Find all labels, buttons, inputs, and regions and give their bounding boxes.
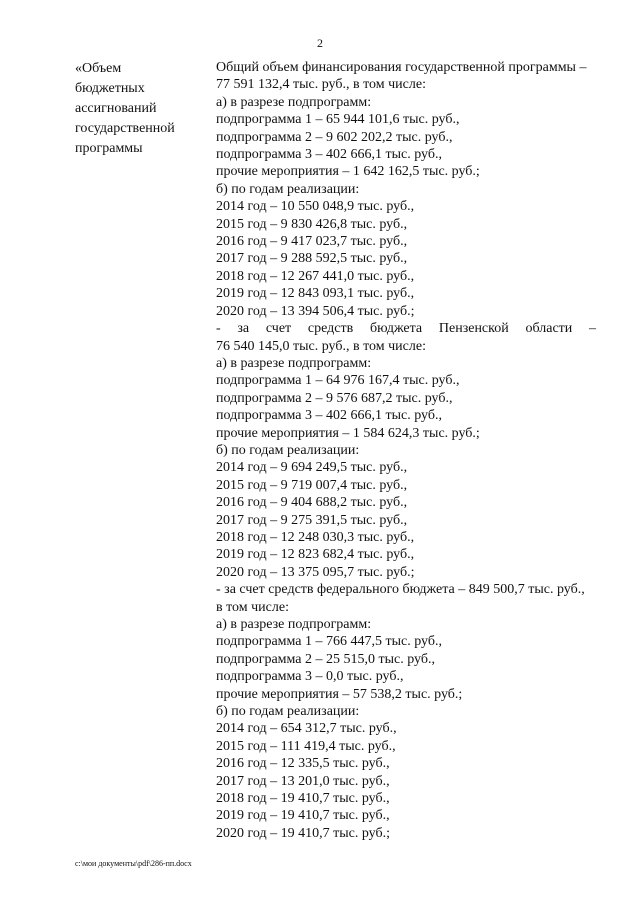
budget-detail-line: 2015 год – 9 830 426,8 тыс. руб., (216, 216, 408, 232)
budget-detail-line: а) в разрезе подпрограмм: (216, 94, 372, 110)
budget-detail-line: прочие мероприятия – 1 642 162,5 тыс. руб.; (216, 164, 480, 180)
budget-detail-line: 2018 год – 19 410,7 тыс. руб., (216, 791, 390, 807)
budget-label-line: государственной (75, 121, 175, 136)
budget-detail-line: 2016 год – 9 417 023,7 тыс. руб., (216, 234, 408, 250)
budget-label (75, 59, 215, 159)
page-number: 2 (317, 36, 323, 50)
budget-detail-line: 2017 год – 9 275 391,5 тыс. руб., (216, 512, 408, 528)
budget-detail-line: 2016 год – 12 335,5 тыс. руб., (216, 756, 390, 772)
budget-detail-line: 2018 год – 12 267 441,0 тыс. руб., (216, 268, 415, 284)
budget-label-line: бюджетных (75, 81, 145, 96)
budget-detail-line: а) в разрезе подпрограмм: (216, 617, 372, 632)
budget-detail-line: 2015 год – 111 419,4 тыс. руб., (216, 738, 396, 754)
budget-detail-line: 2019 год – 12 823 682,4 тыс. руб., (216, 547, 415, 563)
budget-detail-line: б) по годам реализации: (216, 181, 360, 197)
budget-detail-line: 2020 год – 13 375 095,7 тыс. руб.; (216, 564, 415, 580)
budget-detail-line: прочие мероприятия – 57 538,2 тыс. руб.; (216, 686, 463, 702)
budget-detail-line: 2016 год – 9 404 688,2 тыс. руб., (216, 495, 408, 511)
budget-detail-line: 2020 год – 13 394 506,4 тыс. руб.; (216, 303, 415, 319)
budget-detail-line: подпрограмма 3 – 402 666,1 тыс. руб., (216, 408, 442, 424)
budget-detail-line: 2018 год – 12 248 030,3 тыс. руб., (216, 529, 415, 545)
budget-detail-line: б) по годам реализации: (216, 442, 360, 458)
budget-detail-line: подпрограмма 2 – 25 515,0 тыс. руб., (216, 651, 435, 667)
budget-detail-line: б) по годам реализации: (216, 704, 360, 720)
budget-detail-line: подпрограмма 2 – 9 576 687,2 тыс. руб., (216, 390, 453, 406)
footer-file-path: c:\мои документы\pdf\286-пп.docx (75, 859, 192, 868)
budget-label-line: программы (75, 141, 143, 156)
budget-label-line: «Объем (75, 61, 122, 76)
budget-detail-line: подпрограмма 3 – 0,0 тыс. руб., (216, 669, 404, 685)
budget-detail-line: а) в разрезе подпрограмм: (216, 355, 372, 371)
budget-label-line: ассигнований (75, 101, 157, 116)
budget-detail-line: 2017 год – 13 201,0 тыс. руб., (216, 773, 390, 789)
budget-detail-line: подпрограмма 1 – 65 944 101,6 тыс. руб., (216, 112, 460, 128)
budget-detail-line: 2020 год – 19 410,7 тыс. руб.; (216, 825, 390, 841)
budget-detail-line: в том числе: (216, 599, 289, 615)
budget-detail-line: подпрограмма 1 – 64 976 167,4 тыс. руб., (216, 373, 460, 389)
budget-detail-line: 2017 год – 9 288 592,5 тыс. руб., (216, 251, 408, 267)
budget-detail-line: 2014 год – 10 550 048,9 тыс. руб., (216, 199, 415, 215)
budget-detail-line: подпрограмма 2 – 9 602 202,2 тыс. руб., (216, 129, 453, 145)
budget-detail-line: - за счет средств бюджета Пензенской области – (216, 321, 596, 337)
budget-details (216, 59, 596, 842)
budget-detail-line: подпрограмма 3 – 402 666,1 тыс. руб., (216, 147, 442, 163)
budget-detail-line: подпрограмма 1 – 766 447,5 тыс. руб., (216, 634, 442, 650)
budget-detail-line: прочие мероприятия – 1 584 624,3 тыс. руб.; (216, 425, 480, 441)
budget-detail-line: 2015 год – 9 719 007,4 тыс. руб., (216, 477, 408, 493)
budget-detail-line: 2014 год – 9 694 249,5 тыс. руб., (216, 460, 408, 476)
budget-detail-line: 77 591 132,4 тыс. руб., в том числе: (216, 77, 426, 93)
budget-detail-line: 2014 год – 654 312,7 тыс. руб., (216, 721, 397, 737)
budget-detail-line: Общий объем финансирования государственной программы – (216, 60, 587, 75)
budget-detail-line: 76 540 145,0 тыс. руб., в том числе: (216, 338, 426, 354)
budget-detail-line: - за счет средств федерального бюджета – 849 500,7 тыс. руб., (216, 582, 585, 598)
budget-detail-line: 2019 год – 12 843 093,1 тыс. руб., (216, 286, 415, 302)
budget-detail-line: 2019 год – 19 410,7 тыс. руб., (216, 808, 390, 824)
